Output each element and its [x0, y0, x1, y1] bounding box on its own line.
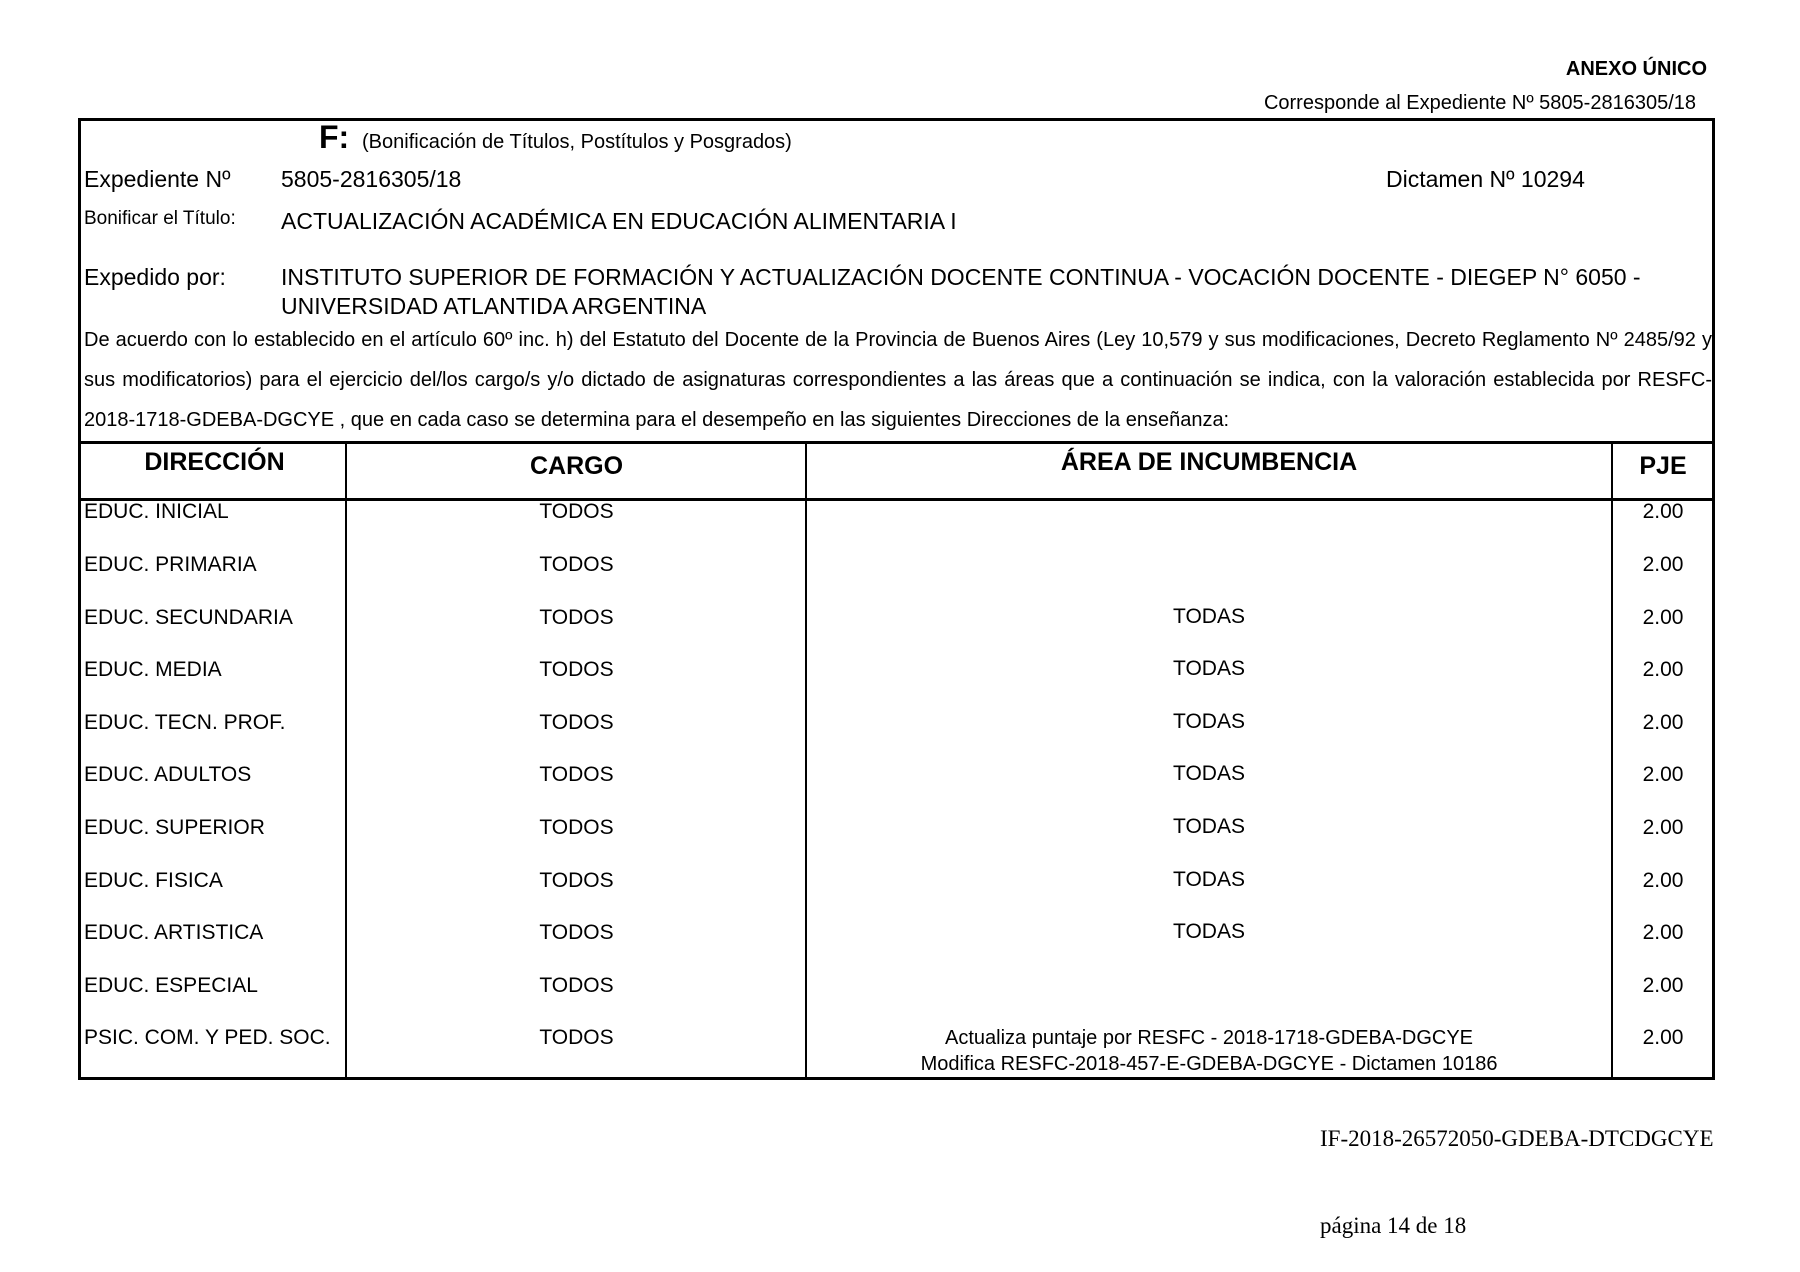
row-pje: 2.00 — [1642, 500, 1684, 523]
row-cargo: TODOS — [539, 500, 614, 523]
row-cargo: TODOS — [539, 711, 614, 734]
row-pje: 2.00 — [1642, 711, 1684, 734]
row-area: TODAS — [1173, 762, 1245, 785]
row-pje: 2.00 — [1642, 606, 1684, 629]
legal-paragraph: De acuerdo con lo establecido en el artículo 60º inc. h) del Estatuto del Docente de la Provincia de Buenos Aires (Ley 10,579 y sus modificaciones, Decreto Reglamento Nº 2485/92 y sus modificatorios) para el ejercicio del/los cargo/s y/o dictado de asignaturas correspondientes a las áreas que a continuación se indica, con la valoración establecida por RESFC-2018-1718-GDEBA-DGCYE , que en cada caso se determina para el desempeño en las siguientes Direcciones de la enseñanza: — [84, 329, 1712, 431]
table-top-rule — [81, 441, 1712, 444]
note-line-1: Actualiza puntaje por RESFC - 2018-1718-GDEBA-DGCYE — [944, 1027, 1473, 1049]
document-id: IF-2018-26572050-GDEBA-DTCDGCYE — [1320, 1126, 1714, 1151]
row-area: TODAS — [1173, 710, 1245, 733]
column-divider — [805, 442, 807, 1080]
row-area: TODAS — [1173, 657, 1245, 680]
header-pje: PJE — [1639, 452, 1687, 480]
row-cargo: TODOS — [539, 974, 614, 997]
row-direccion: PSIC. COM. Y PED. SOC. — [84, 1026, 331, 1049]
row-area-note — [808, 1025, 1610, 1077]
row-pje: 2.00 — [1642, 658, 1684, 681]
row-direccion: EDUC. MEDIA — [84, 658, 222, 681]
row-pje: 2.00 — [1642, 553, 1684, 576]
row-cargo: TODOS — [539, 869, 614, 892]
row-area: TODAS — [1173, 605, 1245, 628]
header-area: ÁREA DE INCUMBENCIA — [1060, 448, 1358, 476]
row-cargo: TODOS — [539, 763, 614, 786]
row-cargo: TODOS — [539, 921, 614, 944]
row-direccion: EDUC. FISICA — [84, 869, 223, 892]
expedido-line-1: INSTITUTO SUPERIOR DE FORMACIÓN Y ACTUALIZACIÓN DOCENTE CONTINUA - VOCACIÓN DOCENTE - DIEGEP N° 6050 - — [281, 264, 1641, 290]
row-pje: 2.00 — [1642, 1026, 1684, 1049]
column-divider — [345, 442, 347, 1080]
titulo-value: ACTUALIZACIÓN ACADÉMICA EN EDUCACIÓN ALIMENTARIA I — [281, 208, 957, 234]
form-letter: F: — [319, 119, 350, 155]
expediente-reference: Corresponde al Expediente Nº 5805-2816305/18 — [1263, 92, 1696, 114]
row-direccion: EDUC. PRIMARIA — [84, 553, 257, 576]
row-direccion: EDUC. TECN. PROF. — [84, 711, 286, 734]
row-pje: 2.00 — [1642, 763, 1684, 786]
row-cargo: TODOS — [539, 553, 614, 576]
row-pje: 2.00 — [1642, 974, 1684, 997]
row-direccion: EDUC. INICIAL — [84, 500, 229, 523]
row-area: TODAS — [1173, 868, 1245, 891]
expedido-label: Expedido por: — [84, 264, 226, 290]
row-cargo: TODOS — [539, 1026, 614, 1049]
row-pje: 2.00 — [1642, 869, 1684, 892]
row-area: TODAS — [1173, 815, 1245, 838]
note-line-2: Modifica RESFC-2018-457-E-GDEBA-DGCYE - Dictamen 10186 — [920, 1053, 1498, 1075]
row-cargo: TODOS — [539, 658, 614, 681]
titulo-label: Bonificar el Título: — [84, 208, 236, 229]
row-area: TODAS — [1173, 920, 1245, 943]
expedido-line-2: UNIVERSIDAD ATLANTIDA ARGENTINA — [281, 293, 707, 319]
expediente-value: 5805-2816305/18 — [281, 166, 462, 192]
dictamen-number: Dictamen Nº 10294 — [1386, 166, 1585, 192]
row-direccion: EDUC. ADULTOS — [84, 763, 252, 786]
expediente-label: Expediente Nº — [84, 166, 231, 192]
row-direccion: EDUC. SUPERIOR — [84, 816, 265, 839]
annex-title: ANEXO ÚNICO — [1565, 58, 1707, 80]
row-direccion: EDUC. SECUNDARIA — [84, 606, 293, 629]
form-letter-description: (Bonificación de Títulos, Postítulos y Posgrados) — [362, 131, 792, 153]
header-cargo: CARGO — [529, 452, 624, 480]
row-direccion: EDUC. ARTISTICA — [84, 921, 264, 944]
header-direccion: DIRECCIÓN — [144, 448, 285, 476]
row-cargo: TODOS — [539, 816, 614, 839]
row-direccion: EDUC. ESPECIAL — [84, 974, 258, 997]
column-divider — [1611, 442, 1613, 1080]
table-header-rule — [81, 498, 1712, 501]
annex-form — [78, 118, 1715, 1080]
page-number: página 14 de 18 — [1320, 1213, 1467, 1238]
row-pje: 2.00 — [1642, 921, 1684, 944]
row-pje: 2.00 — [1642, 816, 1684, 839]
row-cargo: TODOS — [539, 606, 614, 629]
